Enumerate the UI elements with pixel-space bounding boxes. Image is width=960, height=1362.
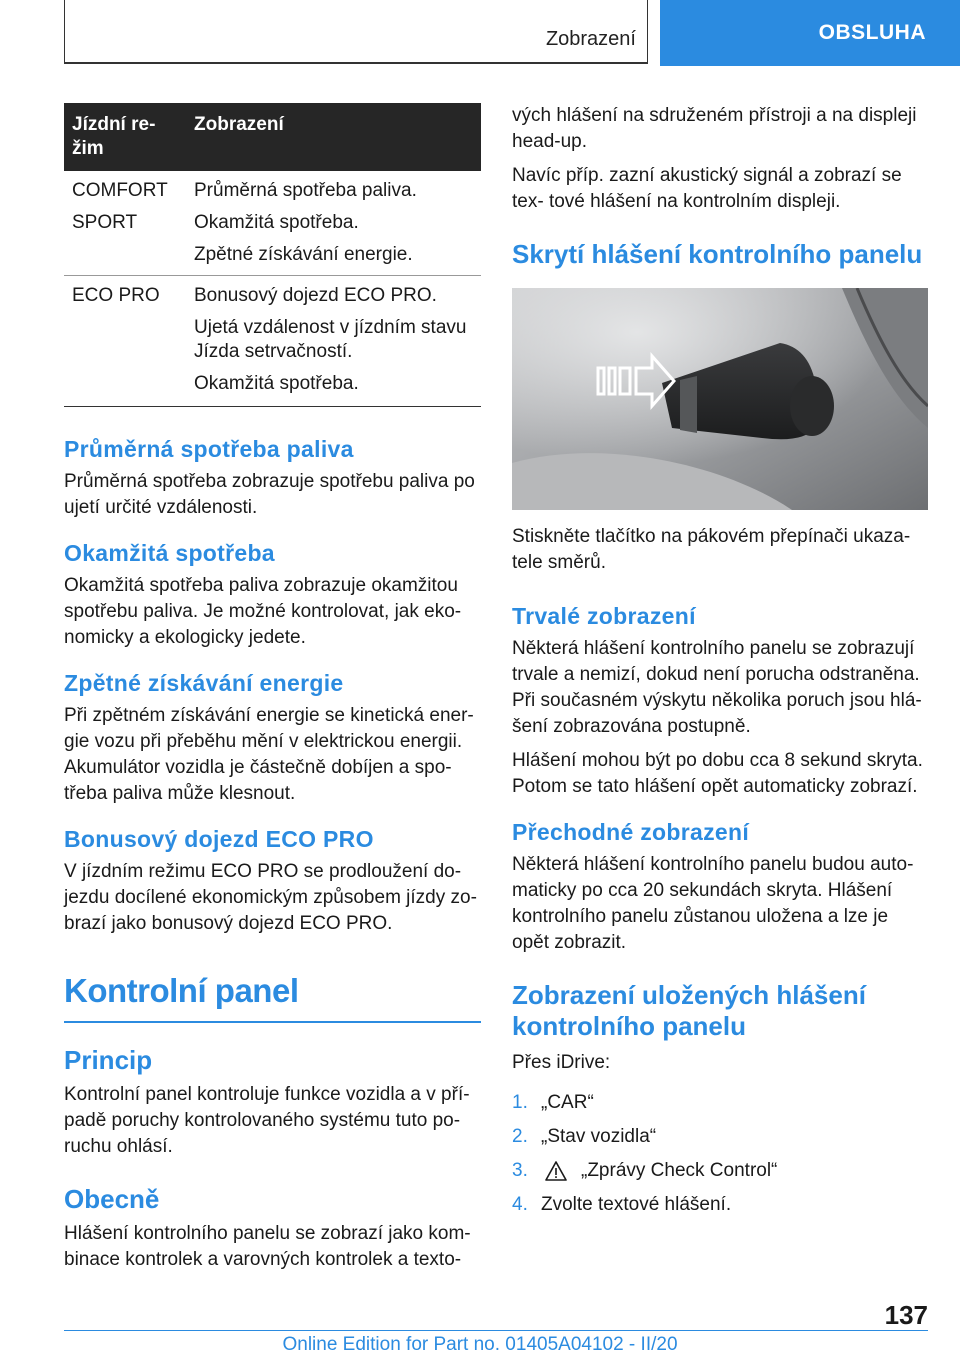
text-permanent-display-1: Některá hlášení kontrolního panelu se zobrazují trvale a nemizí, dokud není porucha odstraněna. Při současném výskytu několika poruch jsou hlá‐ šení zobrazována postupně.: [512, 638, 922, 737]
list-item: [512, 1158, 928, 1184]
table-header-mode: Jízdní re‐ žim: [64, 103, 186, 171]
table-header-display: Zobrazení: [186, 103, 481, 171]
step-number: 3.: [512, 1160, 528, 1181]
footer-edition: Online Edition for Part no. 01405A04102 - II/20: [282, 1334, 678, 1355]
text-instant-consumption: Okamžitá spotřeba paliva zobrazuje okamžitou spotřebu paliva. Je možné kontrolovat, jak eko‐ nomicky a ekologicky jedete.: [64, 575, 462, 648]
text-photo-caption: Stiskněte tlačítko na pákovém přepínači ukaza‐ tele směrů.: [512, 526, 911, 573]
header-rule: [64, 62, 648, 64]
text-temporary-display: Některá hlášení kontrolního panelu budou auto‐ maticky po cca 20 sekundách skryta. Hlášení kontrolního panelu zůstanou uložena a lze je opět zobrazit.: [512, 854, 914, 953]
left-column: [64, 103, 481, 1273]
heading-general: Obecně: [64, 1184, 160, 1214]
heading-energy-recovery: Zpětné získávání energie: [64, 670, 344, 696]
heading-temporary-display: Přechodné zobrazení: [512, 819, 750, 845]
display-item: Ujetá vzdálenost v jízdním stavu Jízda setrvačností.: [194, 317, 467, 362]
text-via-idrive: Přes iDrive:: [512, 1052, 611, 1073]
list-item: [512, 1124, 928, 1150]
display-item: Zpětné získávání energie.: [194, 244, 413, 265]
header-section-title: Zobrazení: [545, 28, 636, 50]
table-row: [64, 276, 481, 407]
text-permanent-display-2: Hlášení mohou být po dobu cca 8 sekund skryta. Potom se tato hlášení opět automaticky zobrazí.: [512, 750, 923, 797]
table-cell-display: [186, 276, 481, 407]
chapter-title-rule: [64, 1021, 481, 1023]
mode-eco-pro: ECO PRO: [72, 285, 160, 306]
header-mid-border: [647, 0, 648, 64]
mode-sport: SPORT: [72, 212, 138, 233]
step-number: 1.: [512, 1092, 528, 1113]
heading-instant-consumption: Okamžitá spotřeba: [64, 540, 275, 566]
step-number: 2.: [512, 1126, 528, 1147]
idrive-steps-list: [512, 1090, 928, 1218]
text-continuation: vých hlášení na sdruženém přístroji a na displeji head-up.: [512, 105, 917, 152]
step-text: „Zprávy Check Control“: [581, 1160, 778, 1181]
display-item: Okamžitá spotřeba.: [194, 373, 359, 394]
text-energy-recovery: Při zpětném získávání energie se kinetická ener‐ gie vozu při přeběhu mění v elektrickou energii. Akumulátor vozidla je částečně dobíjen a spo‐ třeba paliva může klesnout.: [64, 705, 474, 804]
table-header-row: [64, 103, 481, 171]
heading-bonus-range: Bonusový dojezd ECO PRO: [64, 826, 374, 852]
header-left-border: [64, 0, 65, 64]
turn-signal-lever-photo: [512, 288, 928, 510]
page-number: 137: [884, 1300, 928, 1330]
table-cell-display: [186, 171, 481, 276]
list-item: [512, 1192, 928, 1218]
mode-comfort: COMFORT: [72, 180, 168, 201]
text-general: Hlášení kontrolního panelu se zobrazí jako kom‐ binace kontrolek a varovných kontrolek a texto‐: [64, 1223, 471, 1270]
step-text: „Stav vozidla“: [541, 1126, 657, 1147]
display-item: Průměrná spotřeba paliva.: [194, 180, 417, 201]
step-number: 4.: [512, 1194, 528, 1215]
text-acoustic-signal: Navíc příp. zazní akustický signál a zobrazí se tex‐ tové hlášení na kontrolním displeji.: [512, 165, 902, 212]
footer-rule: [64, 1330, 928, 1331]
heading-permanent-display: Trvalé zobrazení: [512, 603, 696, 629]
warning-triangle-icon: [545, 1161, 567, 1181]
table-cell-mode: [64, 276, 186, 407]
header-chapter-tab: [660, 0, 960, 66]
heading-principle: Princip: [64, 1045, 153, 1075]
table-row: [64, 171, 481, 276]
chapter-title-control-panel: Kontrolní panel: [64, 972, 299, 1009]
driving-mode-table: [64, 103, 481, 407]
header-chapter-label: OBSLUHA: [818, 21, 926, 44]
heading-average-consumption: Průměrná spotřeba paliva: [64, 436, 354, 462]
list-item: [512, 1090, 928, 1116]
heading-stored-messages: Zobrazení uložených hlášení kontrolního panelu: [512, 980, 866, 1041]
display-item: Bonusový dojezd ECO PRO.: [194, 285, 437, 306]
step-text: „CAR“: [541, 1092, 594, 1113]
right-column: [512, 103, 928, 1226]
text-average-consumption: Průměrná spotřeba zobrazuje spotřebu paliva po ujetí určité vzdálenosti.: [64, 471, 475, 518]
table-cell-mode: [64, 171, 186, 276]
display-item: Okamžitá spotřeba.: [194, 212, 359, 233]
text-bonus-range: V jízdním režimu ECO PRO se prodloužení do‐ jezdu docílené ekonomickým způsobem jízdy zo‐ brazí jako bonusový dojezd ECO PRO.: [64, 861, 477, 934]
text-principle: Kontrolní panel kontroluje funkce vozidla a v pří‐ padě poruchy kontrolovaného systému tuto po‐ ruchu ohlásí.: [64, 1084, 470, 1157]
step-text: Zvolte textové hlášení.: [541, 1194, 732, 1215]
heading-hide-messages: Skrytí hlášení kontrolního panelu: [512, 239, 923, 269]
